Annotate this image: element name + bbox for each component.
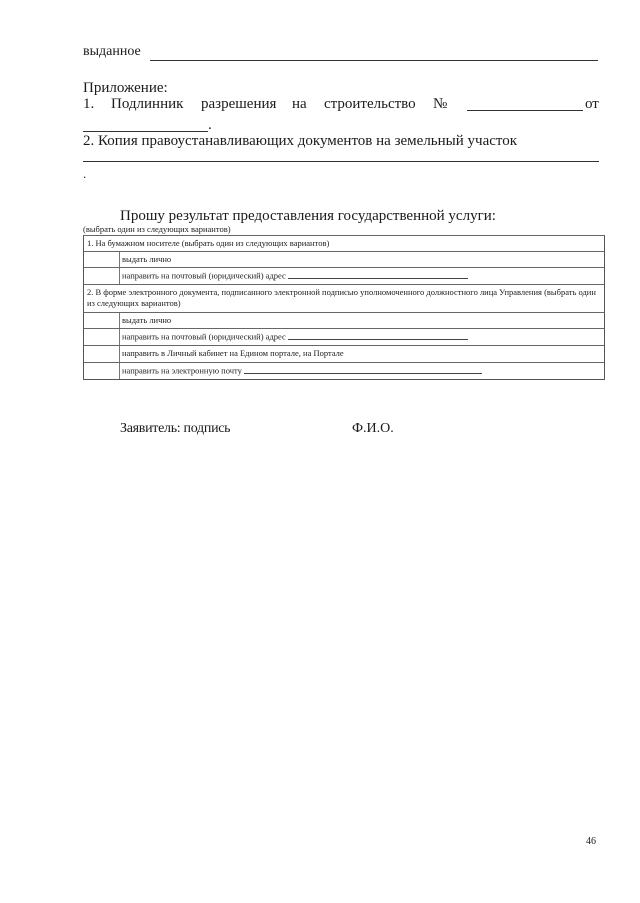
issued-label: выданное: [83, 44, 141, 59]
option-label: [84, 268, 604, 283]
applicant-signature-label: Заявитель: подпись: [120, 421, 231, 436]
option-row[interactable]: [83, 345, 605, 362]
address-field[interactable]: [288, 331, 468, 340]
number-sign: №: [433, 96, 448, 112]
attachment-item1-word: строительство: [324, 96, 416, 112]
stray-mark: .: [83, 166, 87, 181]
fio-label: Ф.И.О.: [352, 421, 394, 436]
option-row[interactable]: [83, 312, 605, 328]
from-label: от: [585, 96, 599, 112]
section2-row: [83, 284, 605, 312]
section1-label: 1. На бумажном носителе (выбрать один из следующих вариантов): [87, 238, 330, 248]
option-label: направить в Личный кабинет на Едином портале, на Портале: [122, 348, 344, 358]
attachment-item1-end: .: [208, 117, 212, 133]
attachment-item1-number: 1.: [83, 96, 95, 112]
page-number: 46: [586, 836, 596, 847]
email-field[interactable]: [244, 365, 482, 374]
attachment-extra-line[interactable]: [83, 161, 599, 162]
request-note: (выбрать один из следующих вариантов): [83, 224, 231, 234]
attachment-item1: [83, 96, 599, 116]
option-row[interactable]: [83, 362, 605, 380]
issued-field[interactable]: [150, 60, 598, 61]
option-row[interactable]: [83, 267, 605, 284]
option-checkbox[interactable]: [84, 252, 120, 267]
attachment-item1-word: Подлинник: [111, 96, 184, 112]
option-checkbox[interactable]: [84, 363, 120, 379]
attachments-title: Приложение:: [83, 80, 168, 96]
option-label-text: направить на почтовый (юридический) адрес: [122, 270, 286, 281]
option-label: [84, 363, 604, 378]
attachment-item1-word: на: [292, 96, 307, 112]
option-label: [84, 329, 604, 344]
option-checkbox[interactable]: [84, 329, 120, 345]
option-label-text: направить на электронную почту: [122, 365, 242, 376]
delivery-options-table: [83, 235, 605, 380]
section2-label: 2. В форме электронного документа, подписанного электронной подписью уполномоченного должностного лица Управления (выбрать один из следующих вариантов): [87, 287, 596, 308]
address-field[interactable]: [288, 270, 468, 279]
attachment-item2: 2. Копия правоустанавливающих документов на земельный участок: [83, 133, 518, 149]
section1-row: [83, 235, 605, 251]
option-label-text: направить на почтовый (юридический) адрес: [122, 331, 286, 342]
attachment-item1-word: разрешения: [201, 96, 277, 112]
option-row[interactable]: [83, 328, 605, 345]
permit-date-field[interactable]: [83, 131, 208, 132]
option-row[interactable]: [83, 251, 605, 267]
option-label: выдать лично: [122, 315, 172, 325]
permit-number-field[interactable]: [467, 110, 583, 111]
option-label: выдать лично: [122, 254, 172, 264]
request-title: Прошу результат предоставления государственной услуги:: [120, 208, 496, 224]
option-checkbox[interactable]: [84, 268, 120, 284]
option-checkbox[interactable]: [84, 346, 120, 362]
option-checkbox[interactable]: [84, 313, 120, 328]
